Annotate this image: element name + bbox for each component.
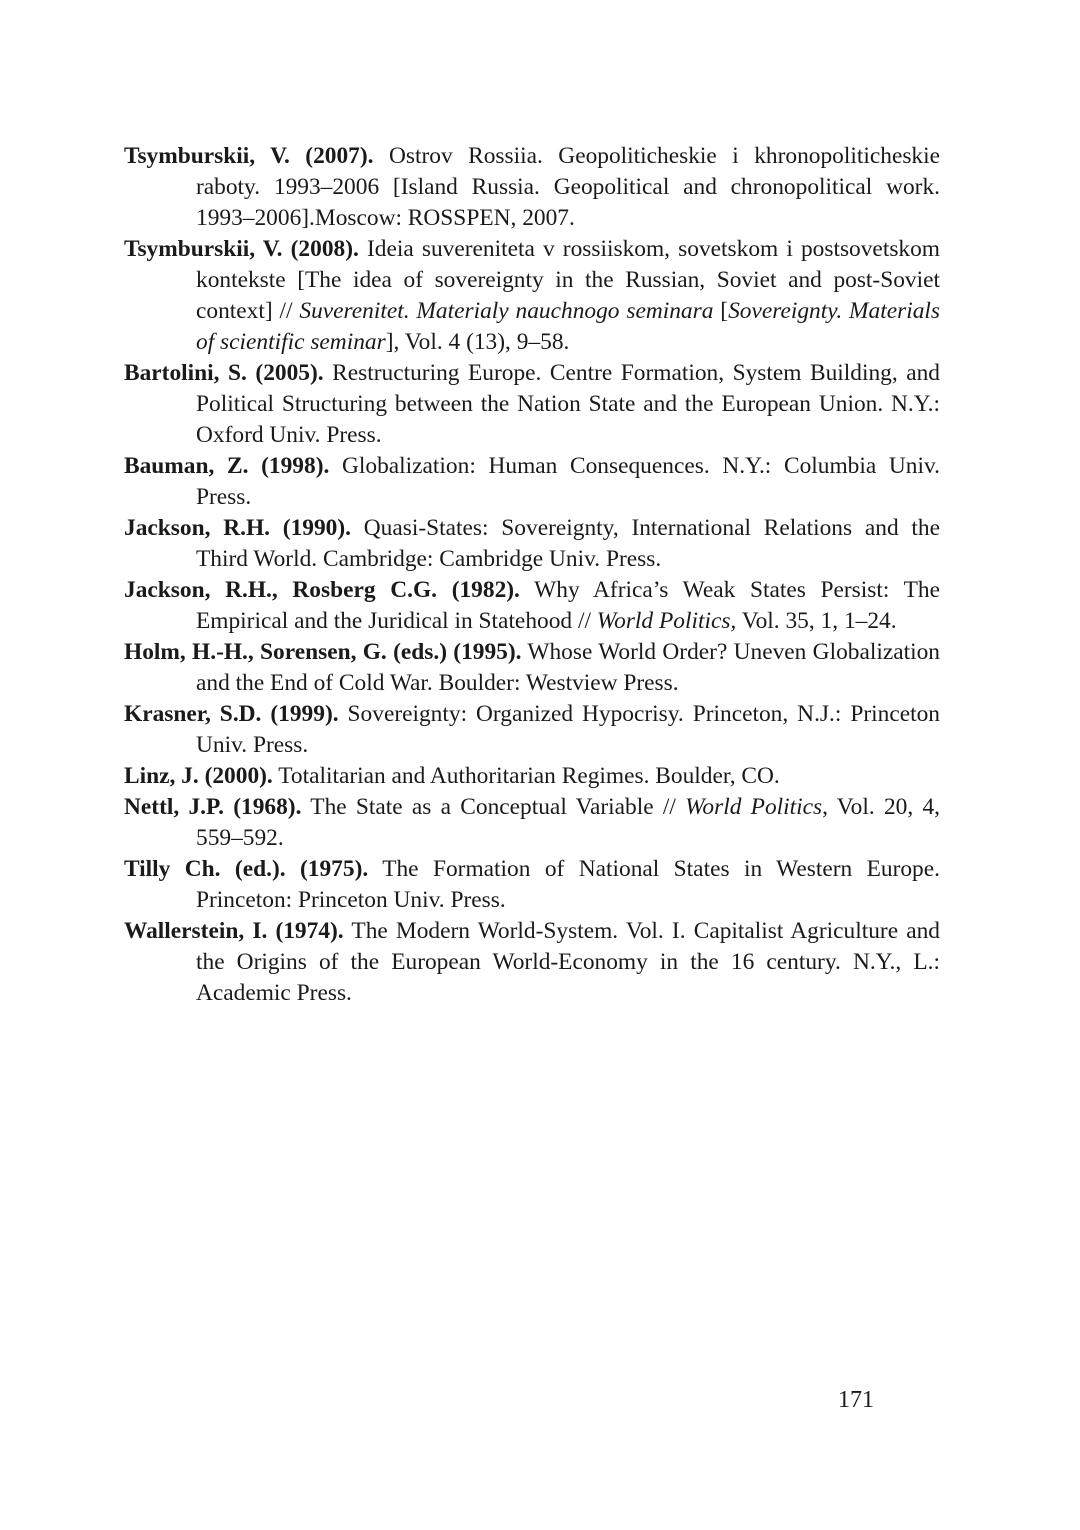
reference-text: Whose World Order? Uneven Globalization and the End of Cold War. Boulder: Westview Press.: [196, 639, 940, 696]
reference-text: Globalization: Human Consequences. N.Y.: Columbia Univ. Press.: [196, 453, 940, 510]
reference-entry: [124, 451, 940, 513]
page-number: 171: [838, 1387, 874, 1413]
reference-text: The State as a Conceptual Variable //: [301, 794, 686, 820]
reference-text: Restructuring Europe. Centre Formation, System Building, and Political Structuring between the Nation State and the European Union. N.Y.: Oxford Univ. Press.: [196, 360, 940, 448]
reference-entry: [124, 575, 940, 637]
reference-author: Holm, H.-H., Sorensen, G. (eds.) (1995).: [124, 639, 522, 665]
reference-source-title: World Politics,: [596, 608, 737, 634]
reference-entry: [124, 699, 940, 761]
reference-author: Linz, J. (2000).: [124, 763, 273, 789]
reference-text: ], Vol. 4 (13), 9–58.: [385, 329, 570, 355]
reference-list: [124, 141, 940, 1009]
reference-entry: [124, 761, 940, 792]
reference-entry: [124, 637, 940, 699]
reference-text: Vol. 35, 1, 1–24.: [736, 608, 897, 634]
reference-text: Sovereignty: Organized Hypocrisy. Princeton, N.J.: Princeton Univ. Press.: [196, 701, 940, 758]
reference-entry: [124, 854, 940, 916]
reference-text: [: [713, 298, 729, 324]
reference-author: Bartolini, S. (2005).: [124, 360, 324, 386]
reference-author: Krasner, S.D. (1999).: [124, 701, 339, 727]
reference-source-title: World Politics: [685, 794, 823, 820]
reference-text: Why Africa’s Weak States Persist: The Empirical and the Juridical in Statehood //: [196, 577, 940, 634]
reference-text: Ostrov Rossiia. Geopoliticheskie i khronopoliticheskie raboty. 1993–2006 [Island Russia. Geopolitical and chronopolitical work. 1993–2006].Moscow: ROSSPEN, 2007.: [196, 143, 941, 231]
reference-source-title-translation: Sovereignty. Materials of scientific seminar: [196, 298, 940, 355]
reference-entry: [124, 358, 940, 451]
reference-source-title: Suverenitet. Materialy nauchnogo seminara: [299, 298, 714, 324]
reference-author: Tsymburskii, V. (2008).: [124, 236, 359, 262]
reference-text: The Formation of National States in Western Europe. Princeton: Princeton Univ. Press.: [196, 856, 940, 913]
reference-text: Quasi-States: Sovereignty, International Relations and the Third World. Cambridge: Cambridge Univ. Press.: [196, 515, 940, 572]
reference-entry: [124, 916, 940, 1009]
reference-author: Tilly Ch. (ed.). (1975).: [124, 856, 369, 882]
reference-entry: [124, 513, 940, 575]
reference-author: Nettl, J.P. (1968).: [124, 794, 302, 820]
reference-author: Jackson, R.H., Rosberg C.G. (1982).: [124, 577, 520, 603]
reference-entry: [124, 792, 940, 854]
reference-author: Jackson, R.H. (1990).: [124, 515, 351, 541]
reference-text: Ideia suvereniteta v rossiiskom, sovetskom i postsovetskom kontekste [The idea of sovereignty in the Russian, Soviet and post-Soviet context] //: [196, 236, 941, 324]
reference-author: Tsymburskii, V. (2007).: [124, 143, 374, 169]
reference-author: Wallerstein, I. (1974).: [124, 918, 344, 944]
reference-entry: [124, 141, 940, 234]
reference-author: Bauman, Z. (1998).: [124, 453, 330, 479]
reference-entry: [124, 234, 940, 358]
reference-text: The Modern World-System. Vol. I. Capitalist Agriculture and the Origins of the European World-Economy in the 16 century. N.Y., L.: Academic Press.: [196, 918, 941, 1006]
reference-text: , Vol. 20, 4, 559–592.: [196, 794, 941, 851]
reference-text: Totalitarian and Authoritarian Regimes. Boulder, CO.: [272, 763, 780, 789]
